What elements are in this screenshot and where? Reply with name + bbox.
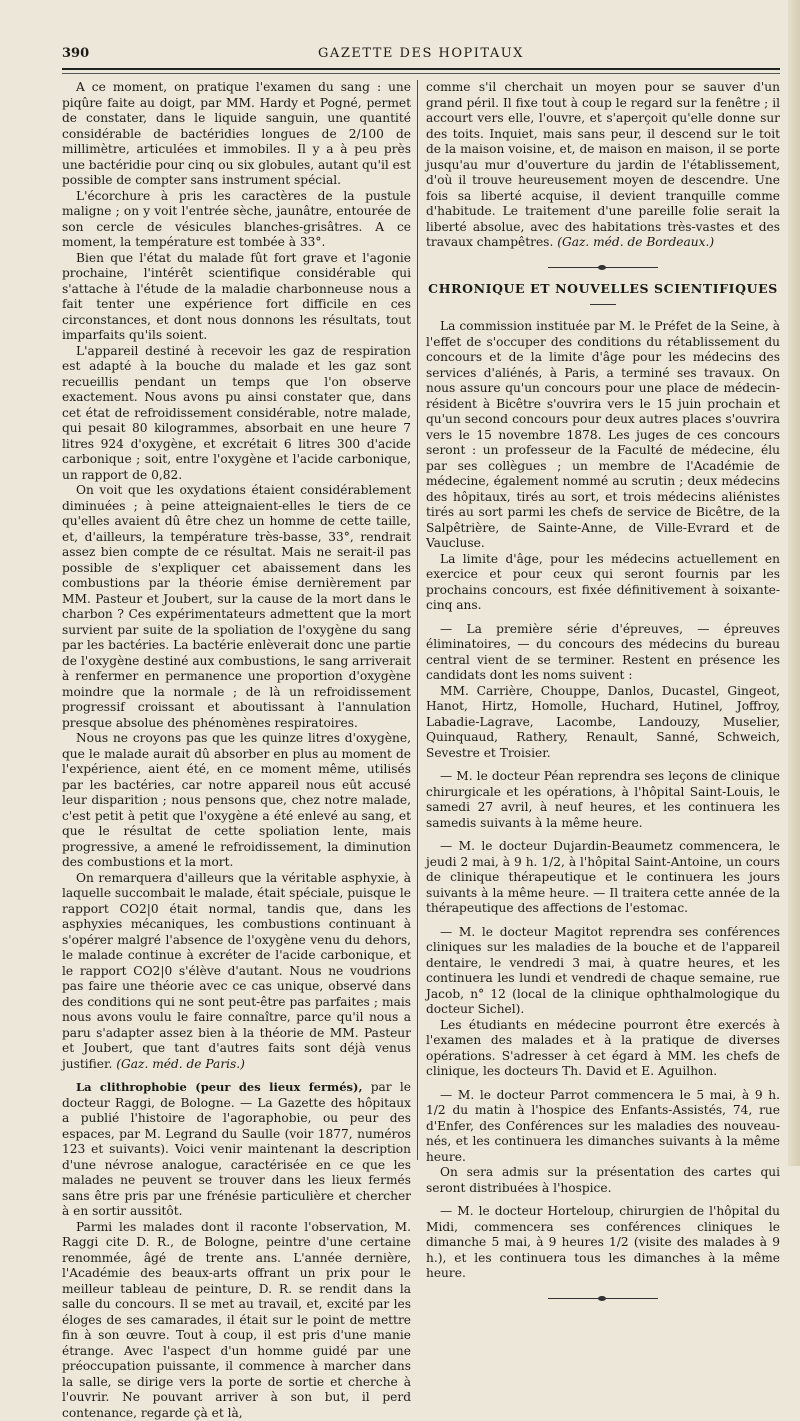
source-citation: (Gaz. méd. de Paris.) [116,1057,245,1071]
paragraph: — M. le docteur Magitot reprendra ses conférences cliniques sur les maladies de la bouche et de l'appareil dentaire, le vendredi 3 mai, à quatre heures, et les continuera les lundi et vendredi de chaque semaine, rue Jacob, n° 12 (local de la clinique ophthalmologique du docteur Sichel). [426,925,780,1018]
paragraph: Les étudiants en médecine pourront être exercés à l'examen des malades et à la pratique de diverses opérations. S'adresser à cet égard à MM. les chefs de clinique, les docteurs Th. David et E. Aguilhon. [426,1018,780,1080]
running-title: GAZETTE DES HOPITAUX [62,46,780,61]
paragraph: L'appareil destiné à recevoir les gaz de respiration est adapté à la bouche du malade et les gaz sont recueillis pendant un temps que l'on observe exactement. Nous avons pu ainsi constater que, dans cet état de refroidissement considérable, notre malade, qui pesait 80 kilogrammes, absorbait en une heure 7 litres 924 d'oxygène, et excrétait 6 litres 300 d'acide carbonique ; soit, entre l'oxygène et l'acide carbonique, un rapport de 0,82. [62,344,411,484]
paragraph: — M. le docteur Parrot commencera le 5 mai, à 9 h. 1/2 du matin à l'hospice des Enfants-Assistés, 74, rue d'Enfer, des Conférences sur les maladies des nouveau-nés, et les continuera les dimanches suivants à la même heure. [426,1088,780,1166]
left-column [62,80,411,1421]
paragraph: On sera admis sur la présentation des cartes qui seront distribuées à l'hospice. [426,1165,780,1196]
paragraph: On voit que les oxydations étaient considérablement diminuées ; à peine atteignaient-elles le tiers de ce qu'elles avaient dû être chez un homme de cette taille, et, d'ailleurs, la température très-basse, 33°, rendrait assez bien compte de ce résultat. Mais ne serait-il pas possible de s'expliquer cet abaissement dans les combustions par la théorie émise dernièrement par MM. Pasteur et Joubert, sur la cause de la mort dans le charbon ? Ces expérimentateurs admettent que la mort survient par suite de la spoliation de l'oxygène du sang par les bactéries. La bactérie enlèverait donc une partie de l'oxygène destiné aux combustions, le sang arriverait à renfermer en permanence une proportion d'oxygène moindre que la normale ; de là un refroidissement progressif croissant et aboutissant à l'annulation presque absolue des phénomènes respiratoires. [62,483,411,731]
continuation-paragraph [426,80,780,251]
paragraph: Bien que l'état du malade fût fort grave et l'agonie prochaine, l'intérêt scientifique considérable qui s'attache à l'étude de la maladie charbonneuse nous a fait tenter une expérience fort difficile en ces circonstances, et dont nous donnons les résultats, tout imparfaits qu'ils soient. [62,251,411,344]
section-title: CHRONIQUE ET NOUVELLES SCIENTIFIQUES [426,281,780,297]
ornamental-divider [426,1292,780,1300]
page-header [62,46,780,64]
header-rule-thin [62,73,780,74]
right-column [426,80,780,1312]
paragraph-text: comme s'il cherchait un moyen pour se sauver d'un grand péril. Il fixe tout à coup le regard sur la fenêtre ; il accourt vers elle, l'ouvre, et s'aperçoit qu'elle donne sur des toits. Inquiet, mais sans peur, il descend sur le toit de la maison voisine, et, de maison en maison, il se porte jusqu'au mur d'ouverture du jardin de l'établissement, d'où il trouve heureusement moyen de descendre. Une fois sa liberté acquise, il devient tranquille comme d'habitude. Le traitement d'une pareille folie serait la liberté absolue, avec des habitations très-vastes et des travaux champêtres. [426,80,780,249]
clithrophobie-paragraph [62,1080,411,1220]
source-citation: (Gaz. méd. de Bordeaux.) [557,235,714,249]
page-number: 390 [62,46,89,61]
section-heading: La clithrophobie (peur des lieux fermés), [76,1080,362,1094]
paragraph: Parmi les malades dont il raconte l'observation, M. Raggi cite D. R., de Bologne, peintre d'une certaine renommée, âgé de trente ans. L'année dernière, l'Académie des beaux-arts offrant un prix pour le meilleur tableau de peinture, D. R. se rendit dans la salle du concours. Il se met au travail, et, excité par les éloges de ses camarades, il était sur le point de mettre fin à son œuvre. Tout à coup, il est pris d'une manie étrange. Avec l'aspect d'un homme guidé par une préoccupation puissante, il commence à marcher dans la salle, se dirige vers la porte de sortie et cherche à l'ouvrir. Ne pouvant arriver à son but, il perd contenance, regarde çà et là, [62,1220,411,1421]
title-rule [590,304,616,305]
paragraph: L'écorchure à pris les caractères de la pustule maligne ; on y voit l'entrée sèche, jaunâtre, entourée de son cercle de vésicules blanches-grisâtres. A ce moment, la température est tombée à 33°. [62,189,411,251]
column-divider [417,80,418,1160]
paragraph: MM. Carrière, Chouppe, Danlos, Ducastel, Gingeot, Hanot, Hirtz, Homolle, Huchard, Hutinel, Joffroy, Labadie-Lagrave, Lacombe, Landouzy, Muselier, Quinquaud, Rathery, Renault, Sanné, Schweich, Sevestre et Troisier. [426,684,780,762]
paragraph: A ce moment, on pratique l'examen du sang : une piqûre faite au doigt, par MM. Hardy et Pogné, permet de constater, dans le liquide sanguin, une quantité considérable de bactéridies longues de 2/100 de millimètre, articulées et immobiles. Il y a à peu près une bactéridie pour cinq ou six globules, autant qu'il est possible de compter sans instrument spécial. [62,80,411,189]
ornamental-divider [426,261,780,269]
paragraph: — M. le docteur Dujardin-Beaumetz commencera, le jeudi 2 mai, à 9 h. 1/2, à l'hôpital Saint-Antoine, un cours de clinique thérapeutique et le continuera les jours suivants à la même heure. — Il traitera cette année de la thérapeutique des affections de l'estomac. [426,839,780,917]
paragraph: La limite d'âge, pour les médecins actuellement en exercice et pour ceux qui seront fournis par les prochains concours, est fixée définitivement à soixante-cinq ans. [426,552,780,614]
paragraph: — La première série d'épreuves, — épreuves éliminatoires, — du concours des médecins du bureau central vient de se terminer. Restent en présence les candidats dont les noms suivent : [426,622,780,684]
paragraph-text: par le docteur Raggi, de Bologne. — La Gazette des hôpitaux a publié l'histoire de l'agoraphobie, ou peur des espaces, par M. Legrand du Saulle (voir 1877, numéros 123 et suivants). Voici venir maintenant la description d'une névrose analogue, caractérisée en ce que les malades ne peuvent se trouver dans les lieux fermés sans être pris par une frénésie particulière et chercher à en sortir aussitôt. [62,1080,411,1218]
header-rule [62,68,780,70]
paragraph: — M. le docteur Péan reprendra ses leçons de clinique chirurgicale et les opérations, à l'hôpital Saint-Louis, le samedi 27 avril, à neuf heures, et les continuera les samedis suivants à la même heure. [426,769,780,831]
paragraph-text: On remarquera d'ailleurs que la véritable asphyxie, à laquelle succombait le malade, était spéciale, puisque le rapport CO2|0 était normal, tandis que, dans les asphyxies mécaniques, les combustions continuant à s'opérer malgré l'absence de l'oxygène venu du dehors, le malade continue à excréter de l'acide carbonique, et le rapport CO2|0 s'élève d'autant. Nous ne voudrions pas faire une théorie avec ce cas unique, observé dans des conditions qui ne sont peut-être pas parfaites ; mais nous avons voulu le faire connaître, parce qu'il nous a paru s'adapter assez bien à la théorie de MM. Pasteur et Joubert, que tant d'autres faits sont déjà venus justifier. [62,871,411,1071]
paragraph: Nous ne croyons pas que les quinze litres d'oxygène, que le malade aurait dû absorber en plus au moment de l'expérience, aient été, en ce moment même, utilisés par les bactéries, car notre appareil nous eût accusé leur disparition ; nous pensons que, chez notre malade, c'est petit à petit que l'oxygène a été enlevé au sang, et que le résultat de cette spoliation lente, mais progressive, a amené le refroidissement, la diminution des combustions et la mort. [62,731,411,871]
page-edge [788,0,800,1166]
paragraph [62,871,411,1073]
paragraph: La commission instituée par M. le Préfet de la Seine, à l'effet de s'occuper des conditions du rétablissement du concours et de la limite d'âge pour les médecins des services d'aliénés, à Paris, a terminé ses travaux. On nous assure qu'un concours pour une place de médecin-résident à Bicêtre s'ouvrira vers le 15 juin prochain et qu'un second concours pour deux autres places s'ouvrira vers le 15 novembre 1878. Les juges de ces concours seront : un professeur de la Faculté de médecine, élu par ses collègues ; un membre de l'Académie de médecine, également nommé au scrutin ; deux médecins des hôpitaux, tirés au sort, et trois médecins aliénistes tirés au sort parmi les chefs de service de Bicêtre, de la Salpêtrière, de Sainte-Anne, de Ville-Evrard et de Vaucluse. [426,319,780,552]
paragraph: — M. le docteur Horteloup, chirurgien de l'hôpital du Midi, commencera ses conférences cliniques le dimanche 5 mai, à 9 heures 1/2 (visite des malades à 9 h.), et les continuera tous les dimanches à la même heure. [426,1204,780,1282]
